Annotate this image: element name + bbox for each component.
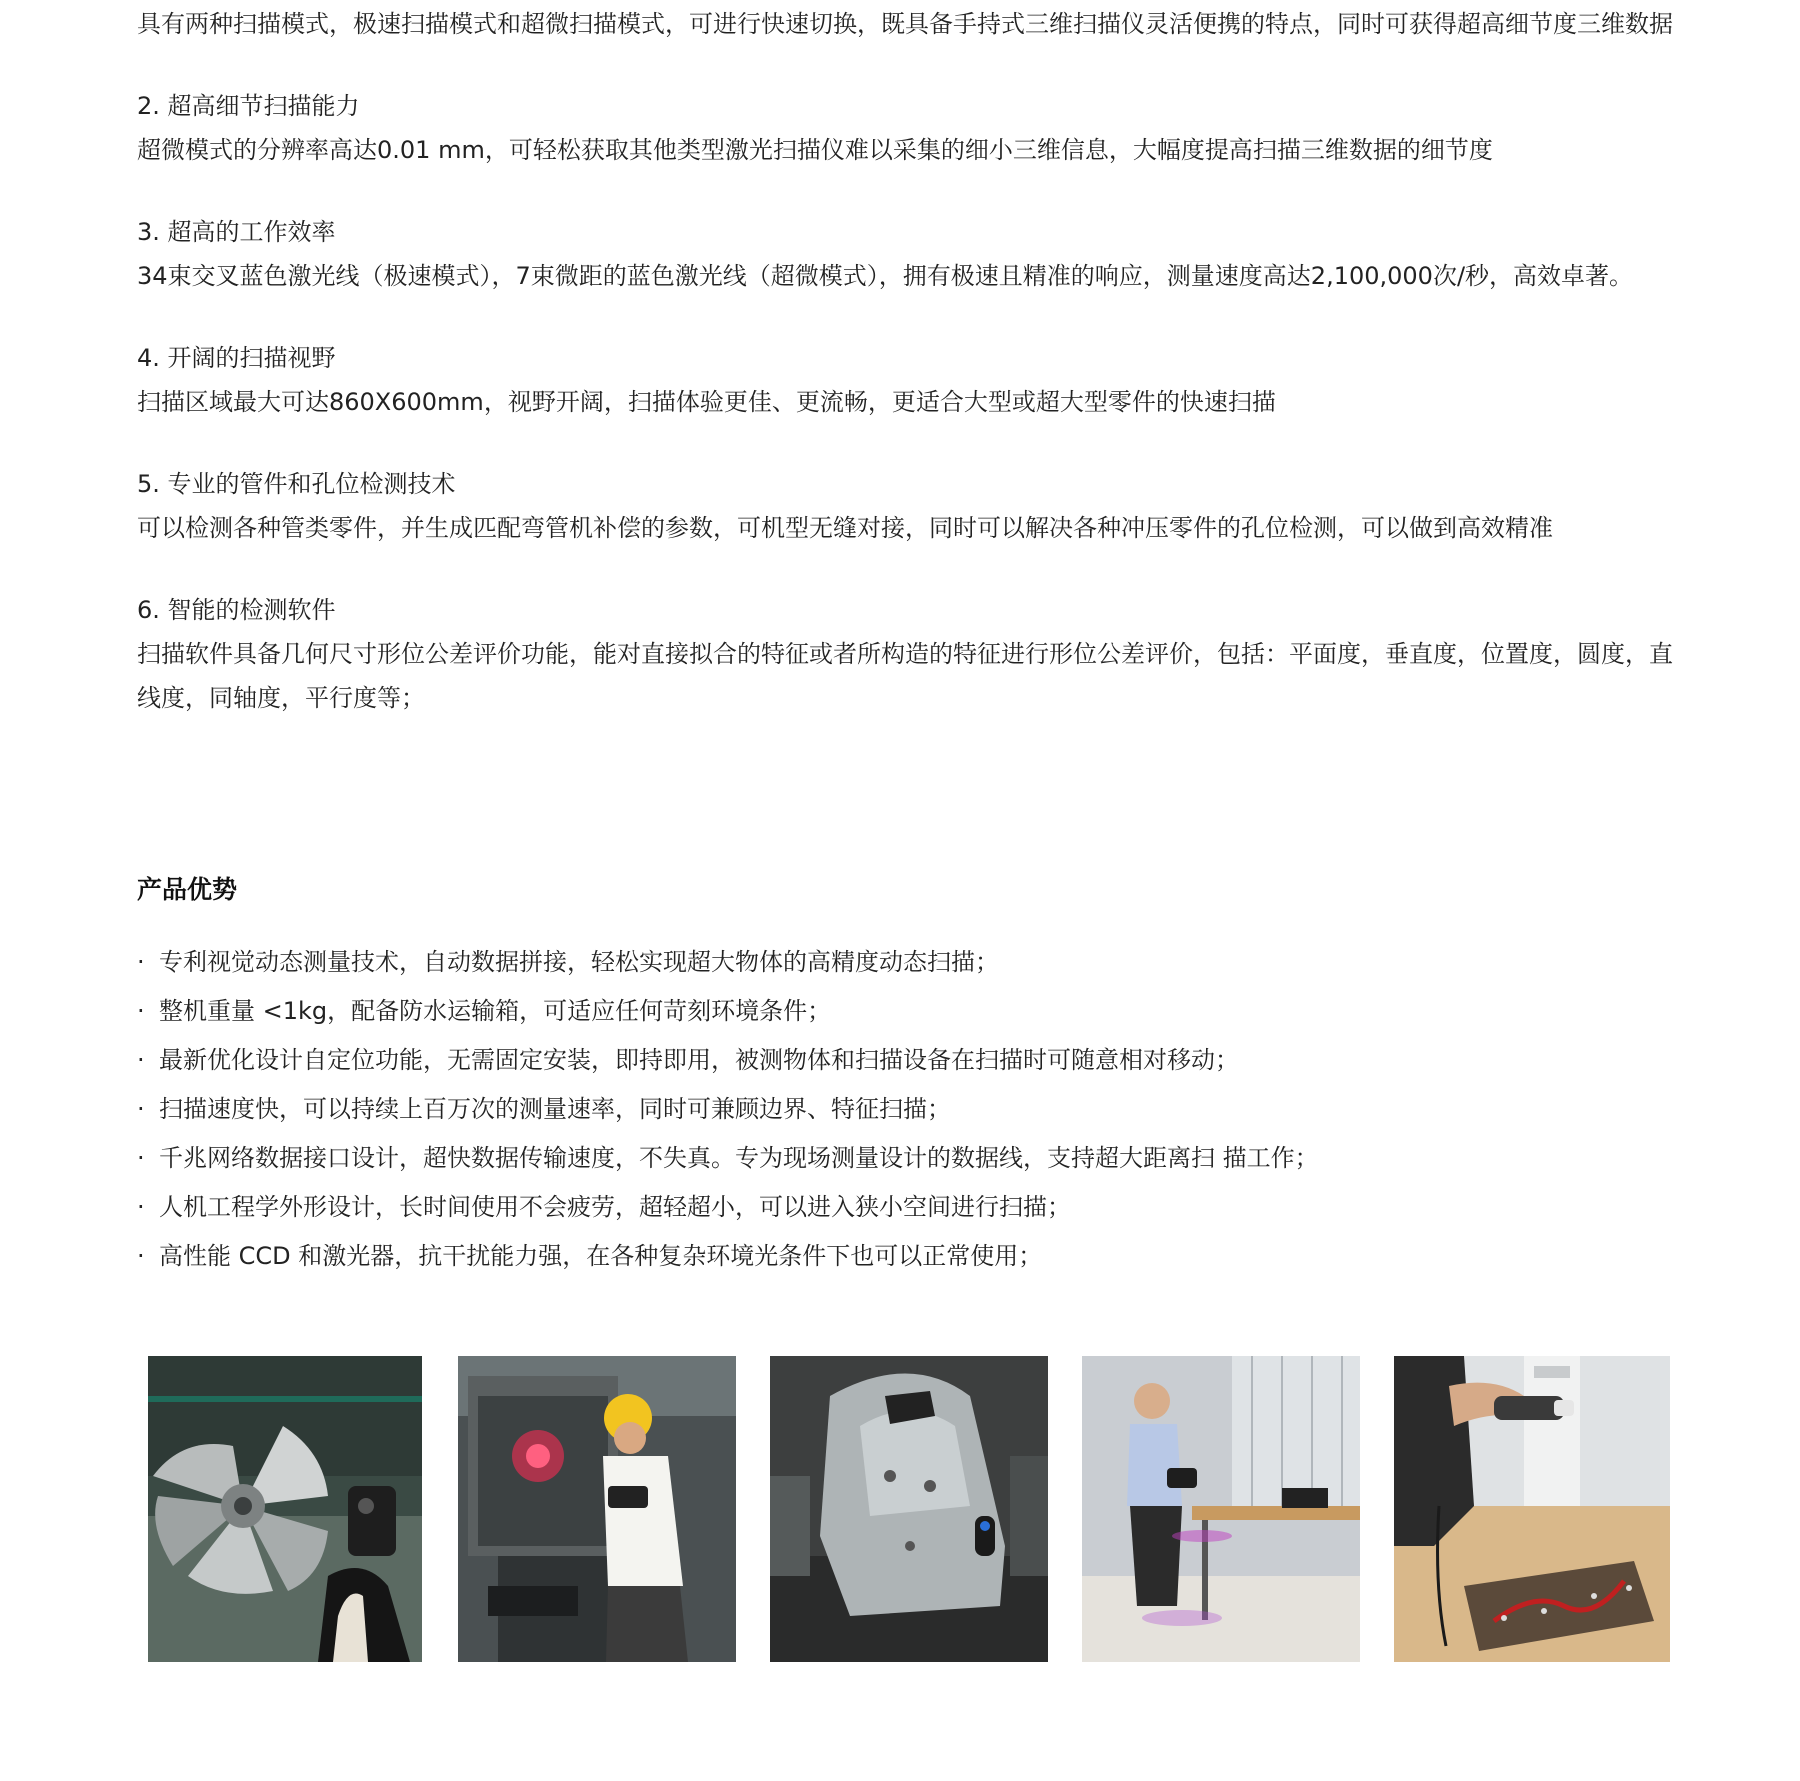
photo-sheet-metal [770,1356,1048,1662]
feature-5 [137,462,1677,550]
feature-body: 可以检测各种管类零件，并生成匹配弯管机补偿的参数，可机型无缝对接，同时可以解决各种冲压零件的孔位检测，可以做到高效精准 [137,514,1553,542]
advantage-text: 人机工程学外形设计，长时间使用不会疲劳，超轻超小，可以进入狭小空间进行扫描； [159,1193,1071,1221]
advantage-text: 整机重量 <1kg，配备防水运输箱，可适应任何苛刻环境条件； [159,997,832,1025]
advantage-text: 千兆网络数据接口设计，超快数据传输速度，不失真。专为现场测量设计的数据线，支持超大距离扫 描工作； [159,1144,1319,1172]
feature-body: 34束交叉蓝色激光线（极速模式），7束微距的蓝色激光线（超微模式），拥有极速且精准的响应，测量速度高达2,100,000次/秒，高效卓著。 [137,262,1634,290]
advantage-text: 专利视觉动态测量技术，自动数据拼接，轻松实现超大物体的高精度动态扫描； [159,948,999,976]
feature-title: 6. 智能的检测软件 [137,596,336,624]
photo-mold-scan [458,1356,736,1662]
feature-4 [137,336,1677,424]
feature-title: 4. 开阔的扫描视野 [137,344,336,372]
intro-paragraph: 具有两种扫描模式，极速扫描模式和超微扫描模式，可进行快速切换，既具备手持式三维扫描仪灵活便携的特点，同时可获得超高细节度三维数据 [137,10,1673,38]
feature-title: 3. 超高的工作效率 [137,218,336,246]
feature-body: 扫描软件具备几何尺寸形位公差评价功能，能对直接拟合的特征或者所构造的特征进行形位公差评价，包括：平面度，垂直度，位置度，圆度，直线度，同轴度，平行度等； [137,640,1673,712]
list-item [137,987,1319,1036]
feature-6 [137,588,1677,720]
feature-2 [137,84,1677,172]
bullet: · [137,948,145,976]
photo-impeller-scan [148,1356,422,1662]
photo-tube-scan [1394,1356,1670,1662]
photo-gallery [148,1356,1670,1662]
list-item [137,938,1319,987]
bullet: · [137,1193,145,1221]
advantage-text: 高性能 CCD 和激光器，抗干扰能力强，在各种复杂环境光条件下也可以正常使用； [159,1242,1043,1270]
feature-title: 5. 专业的管件和孔位检测技术 [137,470,456,498]
spec-content [137,0,1677,720]
bullet: · [137,1242,145,1270]
list-item [137,1134,1319,1183]
bullet: · [137,1144,145,1172]
bullet: · [137,1095,145,1123]
feature-3 [137,210,1677,298]
list-item [137,1232,1319,1281]
advantages-list [137,938,1319,1281]
list-item [137,1183,1319,1232]
advantages-heading: 产品优势 [137,875,238,904]
list-item [137,1085,1319,1134]
photo-desk-scan [1082,1356,1360,1662]
advantage-text: 扫描速度快，可以持续上百万次的测量速率，同时可兼顾边界、特征扫描； [159,1095,951,1123]
advantage-text: 最新优化设计自定位功能，无需固定安装，即持即用，被测物体和扫描设备在扫描时可随意相对移动； [159,1046,1239,1074]
feature-body: 扫描区域最大可达860X600mm，视野开阔，扫描体验更佳、更流畅，更适合大型或超大型零件的快速扫描 [137,388,1276,416]
feature-body: 超微模式的分辨率高达0.01 mm，可轻松获取其他类型激光扫描仪难以采集的细小三维信息，大幅度提高扫描三维数据的细节度 [137,136,1493,164]
list-item [137,1036,1319,1085]
bullet: · [137,1046,145,1074]
bullet: · [137,997,145,1025]
feature-title: 2. 超高细节扫描能力 [137,92,360,120]
